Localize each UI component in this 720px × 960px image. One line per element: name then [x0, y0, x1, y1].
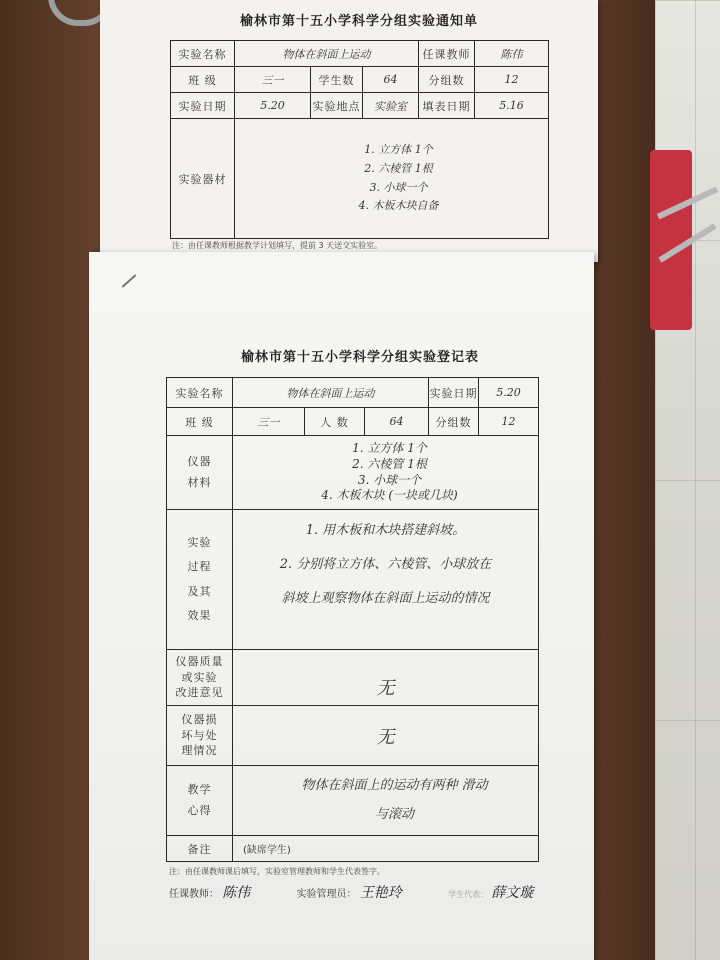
instrument-item: 1. 立方体 1个	[352, 441, 427, 456]
label-reflection: 教学 心得	[167, 766, 233, 836]
value-student-count: 64	[363, 67, 419, 93]
table-row	[167, 436, 539, 510]
table-row	[171, 93, 549, 119]
reflection-line: 与滚动	[375, 806, 415, 822]
label-experiment-name: 实验名称	[167, 378, 233, 408]
record-title: 榆林市第十五小学科学分组实验登记表	[241, 350, 480, 365]
table-row	[167, 706, 539, 766]
label-student-count: 学生数	[311, 67, 363, 93]
process-line: 1. 用木板和木块搭建斜坡。	[305, 523, 466, 538]
value-experiment-date: 5.20	[235, 93, 311, 119]
process-line: 2. 分别将立方体、六棱管、小球放在	[279, 556, 492, 572]
teacher-signature: 陈伟	[222, 885, 251, 901]
label-people: 人 数	[305, 408, 365, 436]
label-experiment-date: 实验日期	[171, 93, 235, 119]
value-experiment-name: 物体在斜面上运动	[235, 41, 419, 67]
instrument-item: 2. 六棱管 1根	[352, 456, 427, 471]
value-experiment-date: 5.20	[479, 378, 539, 408]
label-class: 班 级	[171, 67, 235, 93]
record-sheet	[89, 252, 594, 960]
label-instruments: 仪器 材料	[167, 436, 233, 510]
student-rep-signature: 薛文璇	[491, 885, 534, 901]
table-row	[171, 119, 549, 239]
label-location: 实验地点	[311, 93, 363, 119]
value-process	[233, 510, 539, 650]
label-experiment-name: 实验名称	[171, 41, 235, 67]
table-row	[167, 408, 539, 436]
table-row	[167, 836, 539, 862]
lab-admin-signature-label: 实验管理员：	[296, 889, 357, 900]
value-quality: 无	[233, 650, 539, 706]
label-quality: 仪器质量 或实验 改进意见	[167, 650, 233, 706]
table-row	[167, 510, 539, 650]
label-damage: 仪器损 坏与处 理情况	[167, 706, 233, 766]
notice-sheet	[100, 0, 598, 262]
floor-tile-lines	[655, 0, 720, 960]
record-footnote: 注：由任课教师课后填写，实验室管理教师和学生代表签字。	[169, 867, 385, 876]
material-item: 2. 六棱管 1根	[364, 161, 433, 175]
notice-table	[170, 40, 549, 239]
label-materials: 实验器材	[171, 119, 235, 239]
value-materials	[235, 119, 549, 239]
reflection-line: 物体在斜面上的运动有两种 滑动	[301, 777, 488, 793]
value-fill-date: 5.16	[475, 93, 549, 119]
value-location: 实验室	[363, 93, 419, 119]
value-people: 64	[365, 408, 429, 436]
value-damage: 无	[233, 706, 539, 766]
label-experiment-date: 实验日期	[429, 378, 479, 408]
label-teacher: 任课教师	[419, 41, 475, 67]
material-item: 3. 小球一个	[369, 180, 428, 194]
label-group-count: 分组数	[429, 408, 479, 436]
value-reflection	[233, 766, 539, 836]
value-instruments	[233, 436, 539, 510]
value-class: 三一	[233, 408, 305, 436]
student-rep-signature-label: 学生代表：	[448, 890, 489, 899]
label-fill-date: 填表日期	[419, 93, 475, 119]
record-table	[166, 377, 539, 862]
notice-title: 榆林市第十五小学科学分组实验通知单	[240, 14, 479, 29]
material-item: 1. 立方体 1个	[364, 143, 433, 157]
process-line: 斜坡上观察物体在斜面上运动的情况	[281, 590, 490, 606]
table-row	[167, 650, 539, 706]
instrument-item: 3. 小球一个	[357, 472, 422, 487]
value-group-count: 12	[475, 67, 549, 93]
table-row	[171, 67, 549, 93]
value-class: 三一	[235, 67, 311, 93]
value-experiment-name: 物体在斜面上运动	[233, 378, 429, 408]
label-process: 实验 过程 及其 效果	[167, 510, 233, 650]
table-row	[167, 378, 539, 408]
notice-footnote: 注：由任课教师根据教学计划填写，提前 3 天送交实验室。	[172, 241, 383, 250]
material-item: 4. 木板木块自备	[358, 199, 439, 213]
table-row	[171, 41, 549, 67]
teacher-signature-label: 任课教师：	[169, 889, 219, 900]
lab-admin-signature: 王艳玲	[359, 885, 402, 901]
value-remarks: (缺席学生)	[233, 836, 539, 862]
signature-row	[169, 882, 533, 902]
instrument-item: 4. 木板木块 (一块或几块)	[321, 488, 458, 503]
value-group-count: 12	[479, 408, 539, 436]
label-group-count: 分组数	[419, 67, 475, 93]
label-class: 班 级	[167, 408, 233, 436]
table-row	[167, 766, 539, 836]
label-remarks: 备注	[167, 836, 233, 862]
value-teacher: 陈伟	[475, 41, 549, 67]
